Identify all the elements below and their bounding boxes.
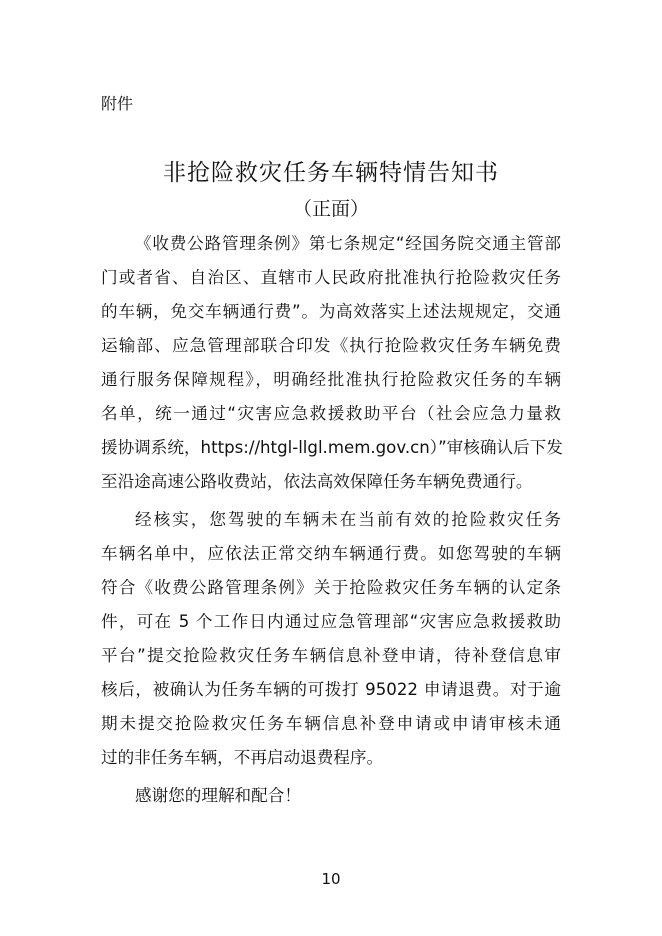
paragraph2-line: 件，可在 5 个工作日内通过应急管理部“灾害应急救援救助: [101, 612, 561, 631]
paragraph2-line: 过的非任务车辆，不再启动退费程序。: [101, 748, 384, 767]
paragraph2-line: 平台”提交抢险救灾任务车辆信息补登申请，待补登信息审: [101, 646, 561, 665]
paragraph1-line: 的车辆，免交车辆通行费”。为高效落实上述法规规定，交通: [101, 302, 561, 321]
paragraph1-line: 至沿途高速公路收费站，依法高效保障任务车辆免费通行。: [101, 472, 533, 491]
paragraph2-line: 车辆名单中，应依法正常交纳车辆通行费。如您驾驶的车辆: [101, 544, 561, 563]
paragraph2-line: 经核实，您驾驶的车辆未在当前有效的抢险救灾任务: [135, 510, 561, 529]
paragraph1-line: 援协调系统，https://htgl-llgl.mem.gov.cn）”审核确认后下发: [101, 438, 563, 457]
paragraph1-line: 门或者省、自治区、直辖市人民政府批准执行抢险救灾任务: [101, 268, 561, 287]
page-number: 10: [321, 870, 341, 888]
paragraph1-line: 名单，统一通过“灾害应急救援救助平台（社会应急力量救: [101, 404, 561, 423]
paragraph1-line: 通行服务保障规程》，明确经批准执行抢险救灾任务的车辆: [101, 370, 561, 389]
paragraph1-line: 运输部、应急管理部联合印发《执行抢险救灾任务车辆免费: [101, 336, 561, 355]
paragraph2-line: 期未提交抢险救灾任务车辆信息补登申请或申请审核未通: [101, 714, 561, 733]
paragraph2-line: 符合《收费公路管理条例》关于抢险救灾任务车辆的认定条: [101, 578, 561, 597]
closing-line: 感谢您的理解和配合！: [135, 786, 301, 805]
paragraph1-line: 《收费公路管理条例》第七条规定“经国务院交通主管部: [135, 234, 561, 253]
paragraph2-line: 核后，被确认为任务车辆的可拨打 95022 申请退费。对于逾: [101, 680, 561, 699]
attachment-label: 附件: [101, 94, 134, 113]
document-subtitle: （正面）: [292, 198, 369, 220]
document-title: 非抢险救灾任务车辆特情告知书: [163, 160, 499, 186]
